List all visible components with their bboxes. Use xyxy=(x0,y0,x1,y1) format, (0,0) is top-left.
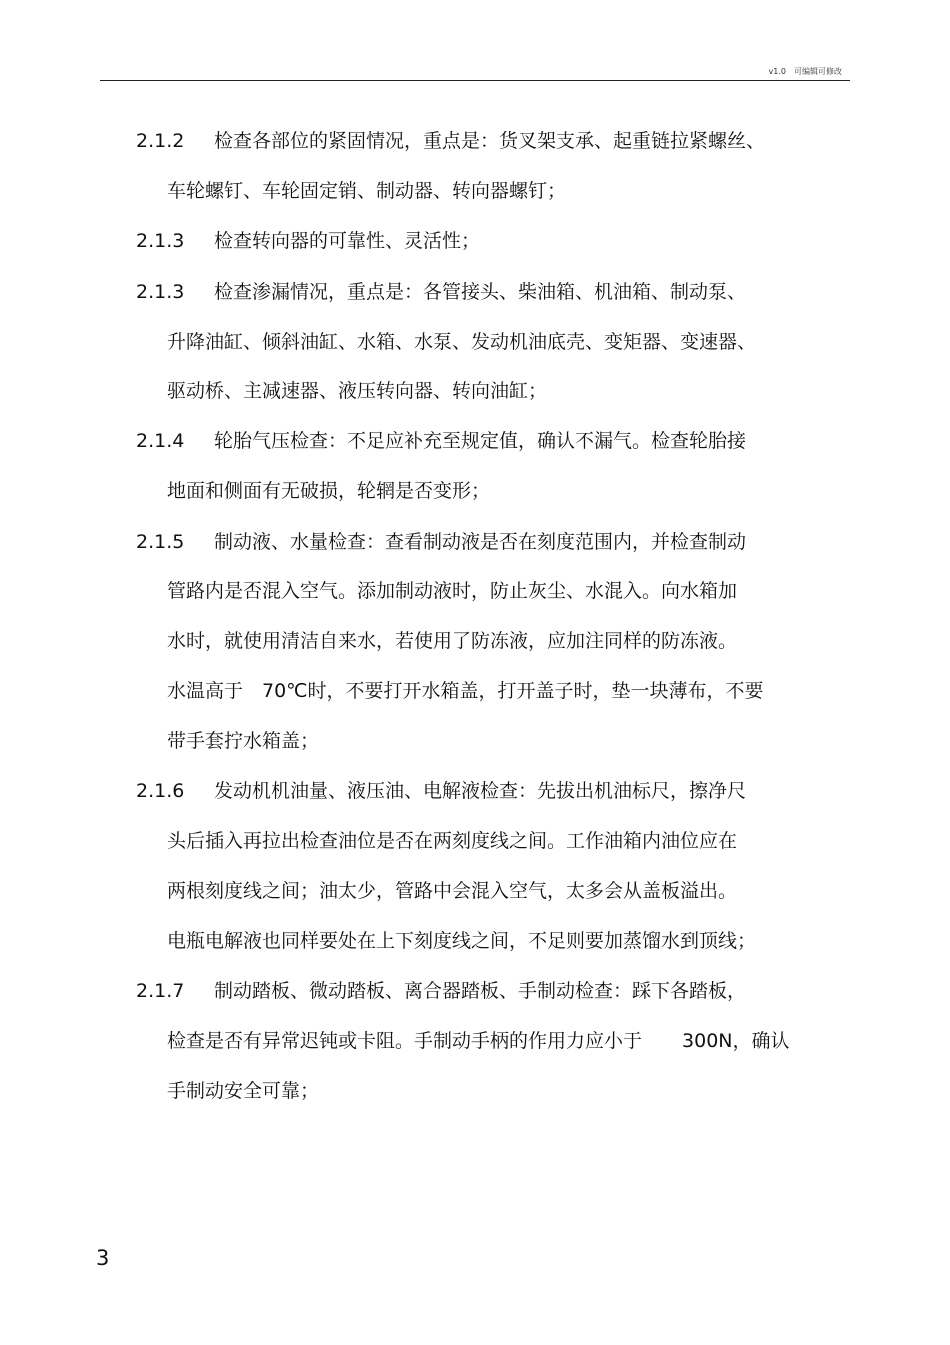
section-line: 2.1.3 检查渗漏情况，重点是：各管接头、柴油箱、机油箱、制动泵、 xyxy=(136,281,747,303)
section-number: 2.1.4 xyxy=(136,430,185,452)
section-line: 2.1.2 检查各部位的紧固情况，重点是：货叉架支承、起重链拉紧螺丝、 xyxy=(136,130,766,152)
section-number: 2.1.3 xyxy=(136,281,185,303)
section-number: 2.1.6 xyxy=(136,780,185,802)
section-line: 2.1.3 检查转向器的可靠性、灵活性； xyxy=(136,230,481,252)
force-value: 300N xyxy=(682,1030,733,1052)
section-line: 2.1.6 发动机机油量、液压油、电解液检查：先拔出机油标尺，擦净尺 xyxy=(136,780,747,802)
section-number: 2.1.5 xyxy=(136,531,185,553)
section-line: 带手套拧水箱盖； xyxy=(167,730,320,752)
header-rule xyxy=(100,80,850,81)
section-line: 两根刻度线之间；油太少，管路中会混入空气，太多会从盖板溢出。 xyxy=(167,880,738,902)
section-line: 升降油缸、倾斜油缸、水箱、水泵、发动机油底壳、变矩器、变速器、 xyxy=(167,331,757,353)
section-line: 水温高于 70℃时，不要打开水箱盖，打开盖子时，垫一块薄布，不要 xyxy=(167,680,764,702)
section-line: 车轮螺钉、车轮固定销、制动器、转向器螺钉； xyxy=(167,180,567,202)
section-line: 地面和侧面有无破损，轮辋是否变形； xyxy=(167,480,491,502)
header-version-note: v1.0 可编辑可修改 xyxy=(768,67,842,76)
section-line: 2.1.4 轮胎气压检查：不足应补充至规定值，确认不漏气。检查轮胎接 xyxy=(136,430,747,452)
section-line: 水时，就使用清洁自来水，若使用了防冻液，应加注同样的防冻液。 xyxy=(167,630,738,652)
section-number: 2.1.2 xyxy=(136,130,185,152)
section-number: 2.1.3 xyxy=(136,230,185,252)
section-line: 手制动安全可靠； xyxy=(167,1080,320,1102)
section-line: 2.1.5 制动液、水量检查：查看制动液是否在刻度范围内，并检查制动 xyxy=(136,531,747,553)
section-line: 管路内是否混入空气。添加制动液时，防止灰尘、水混入。向水箱加 xyxy=(167,580,738,602)
section-line: 电瓶电解液也同样要处在上下刻度线之间，不足则要加蒸馏水到顶线； xyxy=(167,930,757,952)
section-line: 驱动桥、主减速器、液压转向器、转向油缸； xyxy=(167,380,548,402)
section-line: 2.1.7 制动踏板、微动踏板、离合器踏板、手制动检查：踩下各踏板， xyxy=(136,980,747,1002)
section-line: 检查是否有异常迟钝或卡阻。手制动手柄的作用力应小于 300N，确认 xyxy=(167,1030,790,1052)
page-number: 3 xyxy=(96,1246,110,1270)
section-number: 2.1.7 xyxy=(136,980,185,1002)
section-line: 头后插入再拉出检查油位是否在两刻度线之间。工作油箱内油位应在 xyxy=(167,830,738,852)
